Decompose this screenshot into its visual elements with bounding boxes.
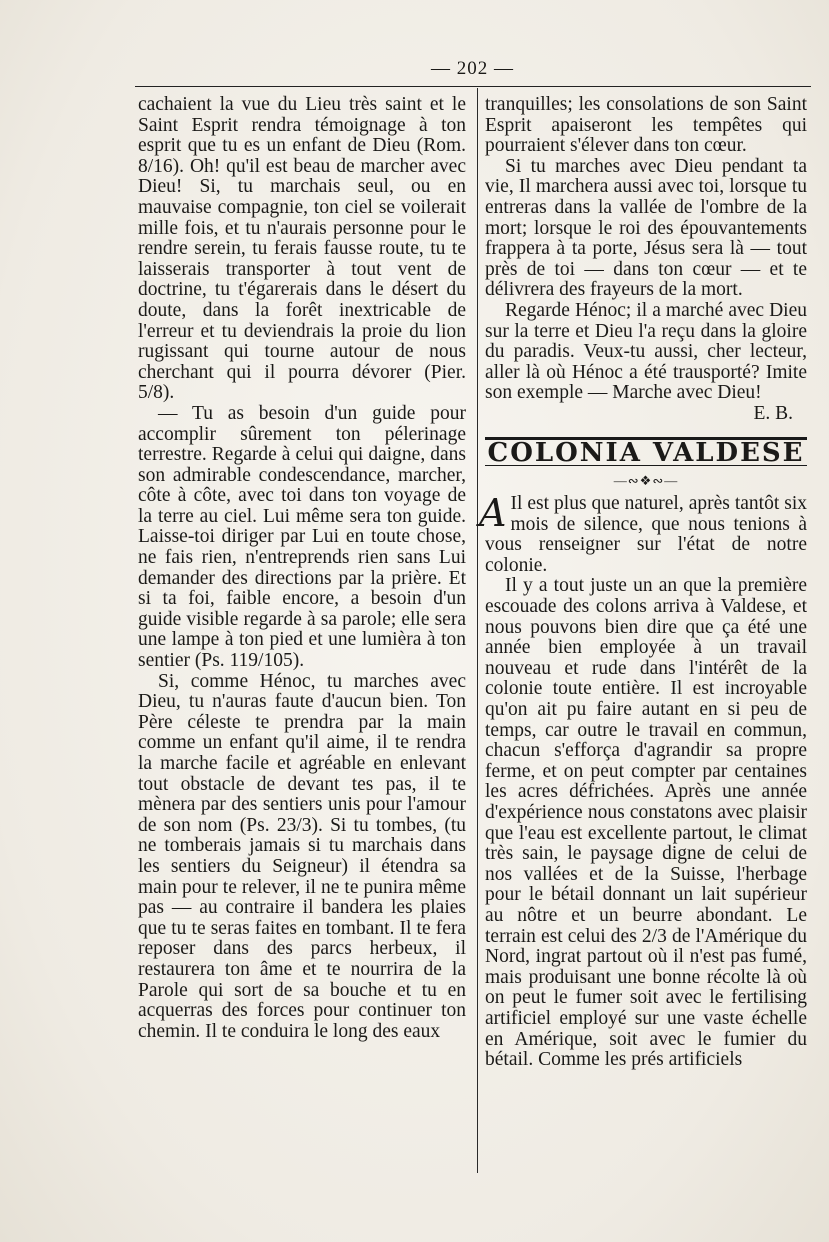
paragraph-text: Il est plus que naturel, après tantôt six mois de silence, que nous tenions à vous renseigner sur l'état de notre colonie. xyxy=(485,493,807,576)
left-column xyxy=(138,95,466,1042)
ornament-divider: —∾❖∾— xyxy=(613,473,679,489)
author-signature: E. B. xyxy=(753,402,793,424)
column-divider xyxy=(477,88,478,1173)
paragraph: cachaient la vue du Lieu très saint et le Saint Esprit rendra témoignage à ton esprit que tu es un enfant de Dieu (Rom. 8/16). Oh! qu'il est beau de marcher avec Dieu! Si, tu marchais seul, ou en mauvaise compagnie, ton ciel se voilerait mille fois, et tu n'aurais personne pour le rendre serein, tu ferais fausse route, tu te laisserais transporter à tout vent de doctrine, tu t'égarerais dans le désert du doute, dans la forêt inextricable de l'erreur et tu deviendrais la proie du lion rugissant qui tourne autour de nous cherchant qui il pourra dévorer (Pier. 5/8). xyxy=(138,94,466,404)
paragraph: tranquilles; les consolations de son Saint Esprit apaiseront les tempêtes qui pourraient s'élever dans ton cœur. xyxy=(485,94,807,157)
section-first-paragraph xyxy=(479,491,807,576)
paragraph: Il y a tout juste un an que la première escouade des colons arriva à Valdese, et nous pouvons bien dire que ça été une année bien employée à un travail nouveau et rude dans l'intérêt de la colonie toute entière. Il est incroyable qu'on ait pu faire autant en si peu de temps, car outre le travail en commun, chacun s'efforça d'agrandir sa propre ferme, et on peut compter par centaines les acres défrichées. Après une année d'expérience nous constatons avec plaisir que l'eau est excellente partout, le climat très sain, le paysage digne de celui de nos vallées et de la Suisse, l'herbage pour le bétail donnant un lait supérieur au nôtre et un beurre abondant. Le terrain est celui des 2/3 de l'Amérique du Nord, ingrat partout où il n'est pas fumé, mais produisant une bonne récolte là où on peut le fumer soit avec le fertilising artificiel employé sur une vaste échelle en Amérique, soit avec le fumier du bétail. Comme les prés artificiels xyxy=(485,575,807,1071)
right-column xyxy=(479,94,807,1071)
header-rule xyxy=(135,86,811,87)
section-title: COLONIA VALDESE xyxy=(487,437,805,468)
paragraph: Si tu marches avec Dieu pendant ta vie, Il marchera aussi avec toi, lorsque tu entreras dans la vallée de l'ombre de la mort; lorsque le roi des épouvantements frappera à ta porte, Jésus sera là — tout près de toi — dans ton cœur — et te délivrera des frayeurs de la mort. xyxy=(485,155,807,301)
paragraph: Si, comme Hénoc, tu marches avec Dieu, tu n'auras faute d'aucun bien. Ton Père céleste te prendra par la main comme un enfant qu'il aime, il te rendra la marche facile et agréable en enlevant tout obstacle de devant tes pas, il te mènera par des sentiers unis pour l'amour de son nom (Ps. 23/3). Si tu tombes, (tu ne tomberais jamais si tu marchais dans les sentiers du Seigneur) il étendra sa main pour te relever, il ne te punira même pas — au contraire il bandera les plaies que tu te seras faites en tombant. Il te fera reposer dans des parcs herbeux, il restaurera ton âme et te nourrira de la Parole qui sort de sa bouche et tu en acquerras des forces pour continuer ton chemin. Il te conduira le long des eaux xyxy=(138,670,466,1042)
page-number: — 202 — xyxy=(431,58,514,79)
paragraph: Regarde Hénoc; il a marché avec Dieu sur la terre et Dieu l'a reçu dans la gloire du paradis. Veux-tu aussi, cher lecteur, aller là où Hénoc a été trausporté? Imite son exemple — Marche avec Dieu! xyxy=(485,299,807,404)
drop-cap: A xyxy=(479,491,507,536)
paragraph: — Tu as besoin d'un guide pour accomplir sûrement ton pélerinage terrestre. Regarde à celui qui daigne, dans son admirable condescendance, marcher, côte à côte, avec toi dans ton voyage de la terre au ciel. Lui même sera ton guide. Laisse-toi diriger par Lui en toute chose, ne fais rien, n'entreprends rien sans Lui demander des directions par la prière. Et si ta foi, faible encore, a besoin d'un guide visible regarde à sa parole; elle sera une lampe à ton pied et une lumièra à ton sentier (Ps. 119/105). xyxy=(138,402,466,672)
